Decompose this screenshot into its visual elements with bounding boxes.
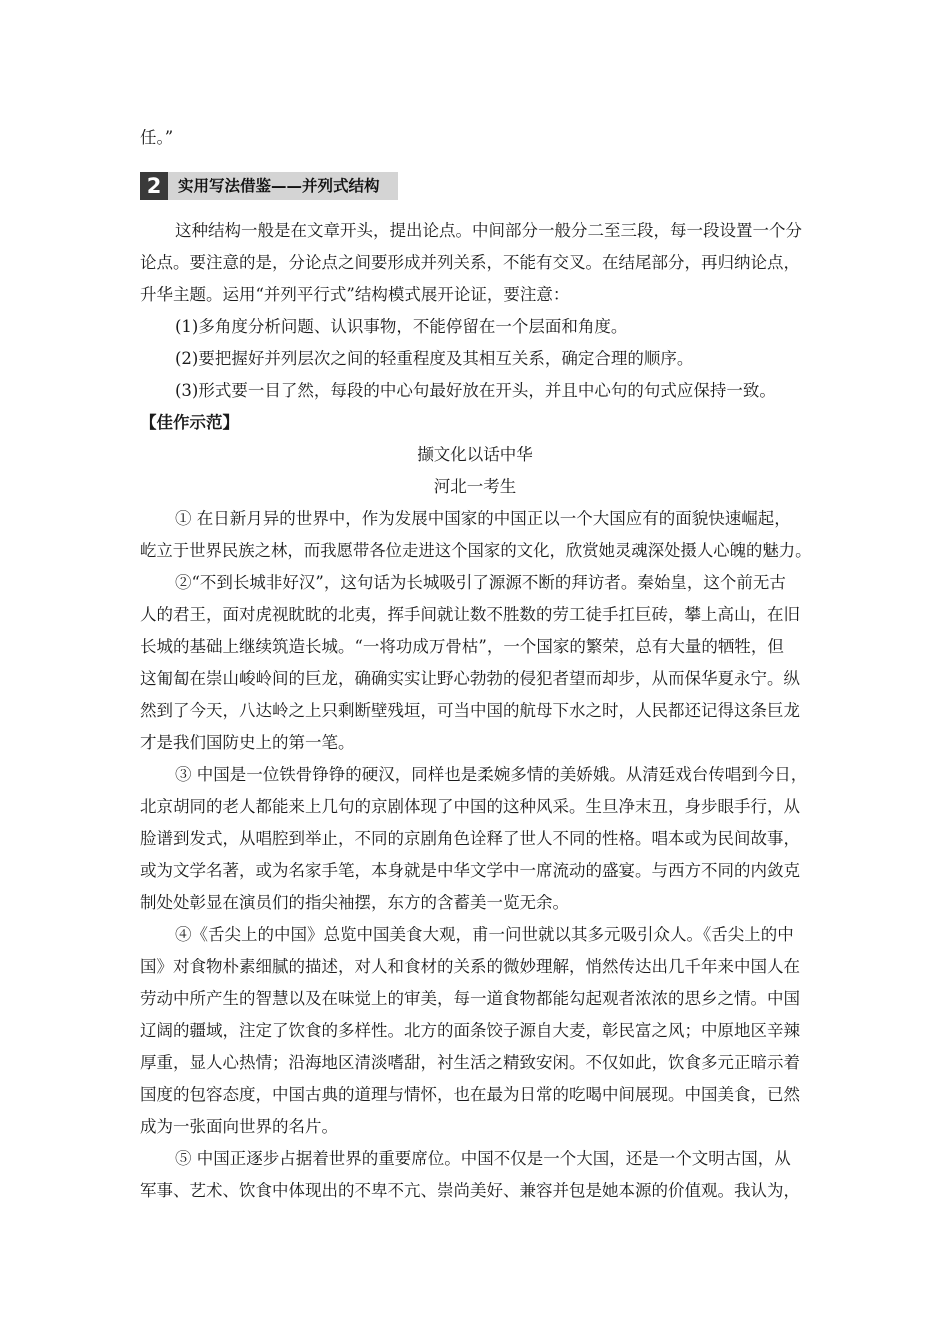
body-line: 这种结构一般是在文章开头，提出论点。中间部分一般分二至三段，每一段设置一个分 <box>175 221 802 240</box>
example-label: 【佳作示范】 <box>140 413 239 432</box>
section-header <box>140 172 398 200</box>
essay-line: 或为文学名著，或为名家手笔，本身就是中华文学中一席流动的盛宴。与西方不同的内敛克 <box>140 861 800 880</box>
essay-line: 长城的基础上继续筑造长城。“一将功成万骨枯”，一个国家的繁荣，总有大量的牺牲，但 <box>140 637 784 656</box>
essay-line: 屹立于世界民族之林，而我愿带各位走进这个国家的文化，欣赏她灵魂深处摄人心魄的魅力。 <box>140 541 812 560</box>
essay-line: 脸谱到发式，从唱腔到举止，不同的京剧角色诠释了世人不同的性格。唱本或为民间故事， <box>140 829 800 848</box>
list-item: (1)多角度分析问题、认识事物，不能停留在一个层面和角度。 <box>175 317 628 336</box>
previous-paragraph-tail: 任。” <box>140 128 174 147</box>
essay-line: 才是我们国防史上的第一笔。 <box>140 733 355 752</box>
essay-title: 撷文化以话中华 <box>417 445 533 464</box>
section-title: 实用写法借鉴——并列式结构 <box>178 177 380 195</box>
essay-line: ① 在日新月异的世界中，作为发展中国家的中国正以一个大国应有的面貌快速崛起， <box>175 509 791 528</box>
essay-line: 军事、艺术、饮食中体现出的不卑不亢、崇尚美好、兼容并包是她本源的价值观。我认为， <box>140 1181 800 1200</box>
essay-line: 国度的包容态度，中国古典的道理与情怀，也在最为日常的吃喝中间展现。中国美食，已然 <box>140 1085 800 1104</box>
essay-line: 劳动中所产生的智慧以及在味觉上的审美，每一道食物都能勾起观者浓浓的思乡之情。中国 <box>140 989 800 1008</box>
body-line: 升华主题。运用“并列平行式”结构模式展开论证，要注意： <box>140 285 570 304</box>
essay-line: 厚重，显人心热情；沿海地区清淡嗜甜，衬生活之精致安闲。不仅如此，饮食多元正暗示着 <box>140 1053 800 1072</box>
essay-line: 人的君王，面对虎视眈眈的北夷，挥手间就让数不胜数的劳工徒手扛巨砖，攀上高山，在旧 <box>140 605 800 624</box>
body-line: 论点。要注意的是，分论点之间要形成并列关系，不能有交叉。在结尾部分，再归纳论点， <box>140 253 800 272</box>
essay-line: ②“不到长城非好汉”，这句话为长城吸引了源源不断的拜访者。秦始皇，这个前无古 <box>175 573 786 592</box>
section-number-badge: 2 <box>140 172 168 200</box>
essay-line: 成为一张面向世界的名片。 <box>140 1117 338 1136</box>
essay-line: 这匍匐在崇山峻岭间的巨龙，确确实实让野心勃勃的侵犯者望而却步，从而保华夏永宁。纵 <box>140 669 800 688</box>
essay-line: 北京胡同的老人都能来上几句的京剧体现了中国的这种风采。生旦净末丑，身步眼手行，从 <box>140 797 800 816</box>
essay-line: ④《舌尖上的中国》总览中国美食大观，甫一问世就以其多元吸引众人。《舌尖上的中 <box>175 925 794 944</box>
essay-line: 辽阔的疆域，注定了饮食的多样性。北方的面条饺子源自大麦，彰民富之风；中原地区辛辣 <box>140 1021 800 1040</box>
list-item: (2)要把握好并列层次之间的轻重程度及其相互关系，确定合理的顺序。 <box>175 349 694 368</box>
essay-line: ⑤ 中国正逐步占据着世界的重要席位。中国不仅是一个大国，还是一个文明古国，从 <box>175 1149 791 1168</box>
essay-line: 然到了今天，八达岭之上只剩断壁残垣，可当中国的航母下水之时，人民都还记得这条巨龙 <box>140 701 800 720</box>
essay-author: 河北一考生 <box>433 477 517 496</box>
list-item: (3)形式要一目了然，每段的中心句最好放在开头，并且中心句的句式应保持一致。 <box>175 381 776 400</box>
essay-line: ③ 中国是一位铁骨铮铮的硬汉，同样也是柔婉多情的美娇娥。从清廷戏台传唱到今日， <box>175 765 808 784</box>
essay-line: 制处处彰显在演员们的指尖袖摆，东方的含蓄美一览无余。 <box>140 893 569 912</box>
essay-line: 国》对食物朴素细腻的描述，对人和食材的关系的微妙理解，悄然传达出几千年来中国人在 <box>140 957 800 976</box>
